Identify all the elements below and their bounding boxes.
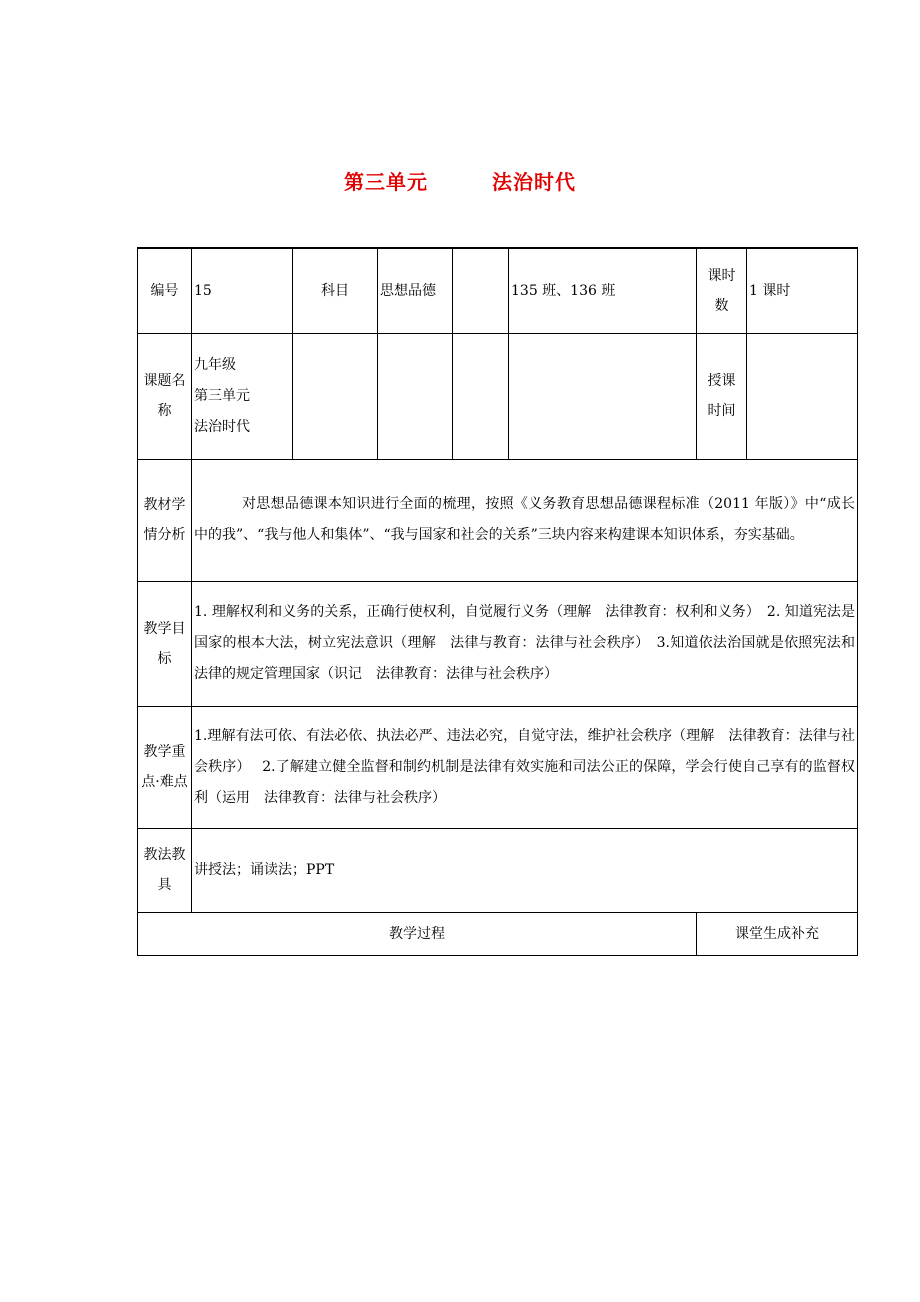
methods-label-line1: 教法教	[143, 847, 186, 863]
supplement-label-cell	[697, 912, 858, 955]
topic-line-unit: 第三单元	[194, 387, 250, 404]
time-label-line1: 授课	[707, 373, 736, 389]
process-label-cell	[138, 912, 697, 955]
table-row-methods	[138, 828, 858, 912]
number-label: 编号	[150, 282, 179, 299]
hours-label-line2: 数	[714, 297, 729, 314]
topic-line-grade: 九年级	[194, 356, 236, 373]
page-title	[0, 166, 920, 195]
subject-label: 科目	[321, 282, 349, 299]
class-value-cell	[509, 248, 697, 333]
analysis-text-cell	[192, 459, 858, 581]
empty-cell	[453, 333, 509, 459]
methods-text: 讲授法；诵读法；PPT	[194, 862, 335, 878]
analysis-text: 对思想品德课本知识进行全面的梳理，按照《义务教育思想品德课程标准（2011 年版）》中“成长中的我”、“我与他人和集体”、“我与国家和社会的关系”三块内容来构建课本知识体系，夯实基础。	[194, 496, 855, 543]
process-label: 教学过程	[389, 925, 445, 942]
keypoints-label-line2: 点·难点	[141, 774, 188, 790]
subject-value-cell	[378, 248, 453, 333]
time-label-cell	[697, 333, 747, 459]
keypoints-text: 1.理解有法可依、有法必依、执法必严、违法必究，自觉守法，维护社会秩序（理解 法律教育：法律与社会秩序） 2.了解建立健全监督和制约机制是法律有效实施和司法公正的保障，学会行使自己享有的监督权利（运用 法律教育：法律与社会秩序）	[194, 727, 855, 806]
topic-value-cell	[192, 333, 293, 459]
methods-text-cell	[192, 828, 858, 912]
number-label-cell	[138, 248, 192, 333]
methods-label-cell	[138, 828, 192, 912]
objectives-label-line2: 标	[157, 650, 172, 667]
analysis-label-cell	[138, 459, 192, 581]
empty-cell	[378, 333, 453, 459]
table-row-topic	[138, 333, 858, 459]
table-row-info	[138, 248, 858, 333]
topic-label-cell	[138, 333, 192, 459]
empty-cell	[509, 333, 697, 459]
number-value: 15	[194, 282, 212, 299]
objectives-label-line1: 教学目	[143, 620, 186, 637]
table-row-analysis	[138, 459, 858, 581]
objectives-label-cell	[138, 581, 192, 706]
keypoints-label-cell	[138, 706, 192, 828]
number-value-cell	[192, 248, 293, 333]
topic-line-title: 法治时代	[194, 418, 250, 435]
title-unit: 第三单元	[344, 170, 428, 194]
topic-label-line1: 课题名	[143, 373, 186, 389]
supplement-label: 课堂生成补充	[735, 925, 819, 942]
title-topic: 法治时代	[492, 170, 576, 194]
keypoints-label-line1: 教学重	[143, 744, 186, 760]
hours-value: 1 课时	[749, 282, 791, 299]
time-label-line2: 时间	[707, 403, 736, 419]
subject-label-cell	[293, 248, 378, 333]
hours-label-line1: 课时	[707, 267, 736, 284]
table-row-process	[138, 912, 858, 955]
hours-value-cell	[747, 248, 858, 333]
objectives-text: 1. 理解权利和义务的关系，正确行使权利，自觉履行义务（理解 法律教育：权利和义务） 2. 知道宪法是国家的根本大法，树立宪法意识（理解 法律与教育：法律与社会秩序） 3.知道依法治国就是依照宪法和法律的规定管理国家（识记 法律教育：法律与社会秩序）	[194, 604, 855, 682]
topic-label-line2: 称	[157, 403, 172, 419]
analysis-label-line2: 情分析	[143, 527, 186, 543]
table-row-objectives	[138, 581, 858, 706]
lesson-plan-table	[137, 247, 858, 956]
keypoints-text-cell	[192, 706, 858, 828]
analysis-label-line1: 教材学	[143, 497, 186, 513]
table-row-keypoints	[138, 706, 858, 828]
methods-label-line2: 具	[157, 877, 172, 893]
empty-cell	[293, 333, 378, 459]
hours-label-cell	[697, 248, 747, 333]
empty-cell	[453, 248, 509, 333]
subject-value: 思想品德	[380, 282, 436, 299]
time-value-cell	[747, 333, 858, 459]
class-value: 135 班、136 班	[511, 282, 616, 299]
objectives-text-cell	[192, 581, 858, 706]
